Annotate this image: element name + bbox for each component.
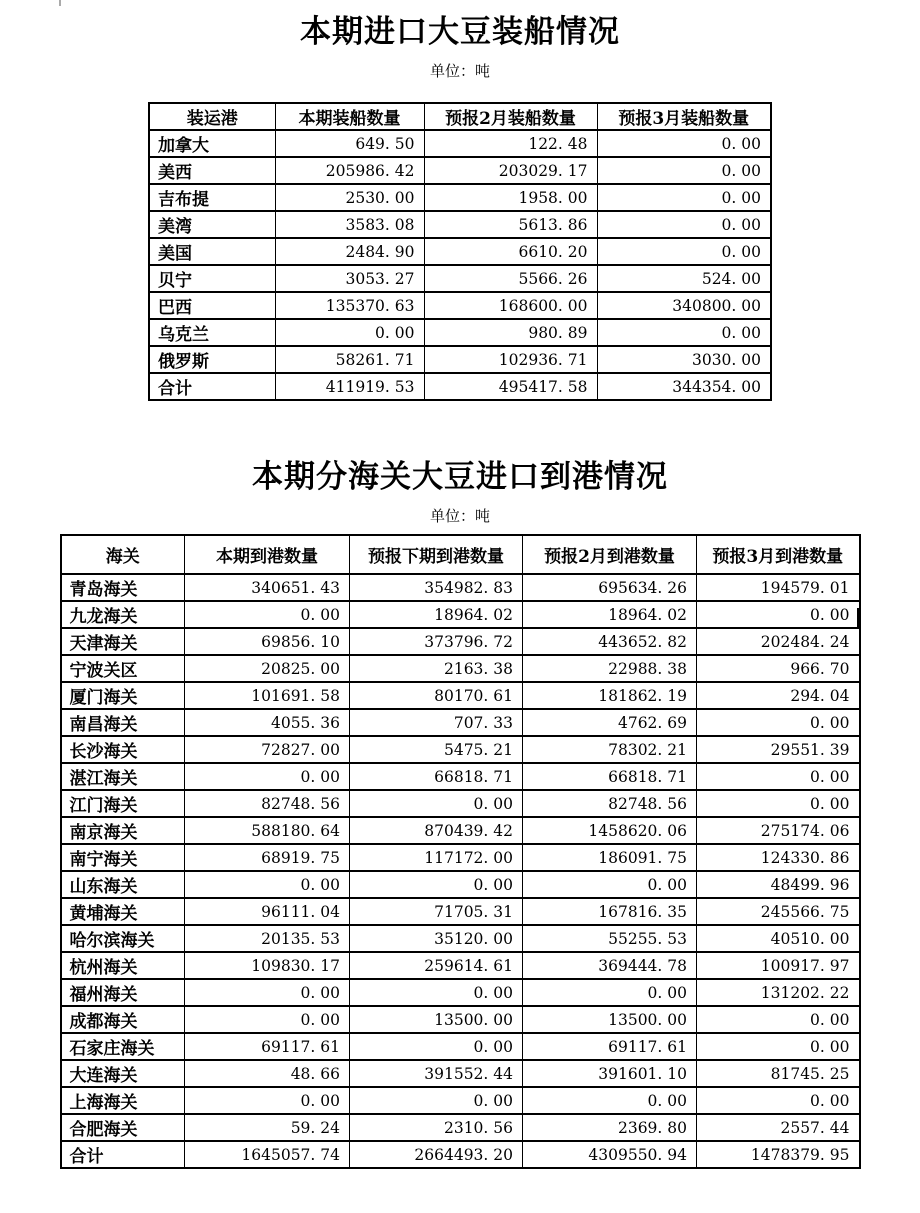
shipping-unit-label: 单位：吨 xyxy=(429,62,490,80)
value-cell: 980. 89 xyxy=(424,319,597,346)
value-cell: 443652. 82 xyxy=(523,628,697,655)
row-label: 厦门海关 xyxy=(61,682,185,709)
value-cell: 122. 48 xyxy=(424,130,597,157)
row-label: 杭州海关 xyxy=(61,952,185,979)
value-cell: 96111. 04 xyxy=(185,898,350,925)
data-row xyxy=(149,157,771,184)
data-row xyxy=(61,574,860,601)
value-cell: 35120. 00 xyxy=(350,925,523,952)
value-cell: 124330. 86 xyxy=(697,844,860,871)
value-cell: 59. 24 xyxy=(185,1114,350,1141)
value-cell: 0. 00 xyxy=(697,763,860,790)
value-cell: 966. 70 xyxy=(697,655,860,682)
value-cell: 0. 00 xyxy=(185,1087,350,1114)
data-row xyxy=(61,601,860,628)
value-cell: 0. 00 xyxy=(523,979,697,1006)
value-cell: 2369. 80 xyxy=(523,1114,697,1141)
row-label: 乌克兰 xyxy=(149,319,275,346)
value-cell: 1458620. 06 xyxy=(523,817,697,844)
value-cell: 100917. 97 xyxy=(697,952,860,979)
row-label: 成都海关 xyxy=(61,1006,185,1033)
value-cell: 391552. 44 xyxy=(350,1060,523,1087)
row-label: 合计 xyxy=(61,1141,185,1168)
cursor-tick-artifact xyxy=(59,0,61,6)
data-row xyxy=(149,211,771,238)
data-row xyxy=(61,979,860,1006)
value-cell: 3053. 27 xyxy=(275,265,424,292)
data-row xyxy=(61,1114,860,1141)
row-label: 巴西 xyxy=(149,292,275,319)
value-cell: 82748. 56 xyxy=(185,790,350,817)
row-label: 天津海关 xyxy=(61,628,185,655)
column-header: 本期到港数量 xyxy=(185,535,350,574)
value-cell: 2557. 44 xyxy=(697,1114,860,1141)
value-cell: 0. 00 xyxy=(350,979,523,1006)
row-label: 山东海关 xyxy=(61,871,185,898)
shipping-table xyxy=(148,102,772,401)
value-cell: 0. 00 xyxy=(597,184,771,211)
value-cell: 5613. 86 xyxy=(424,211,597,238)
value-cell: 48499. 96 xyxy=(697,871,860,898)
row-label: 美湾 xyxy=(149,211,275,238)
row-label: 石家庄海关 xyxy=(61,1033,185,1060)
data-row xyxy=(61,682,860,709)
value-cell: 0. 00 xyxy=(597,130,771,157)
data-row xyxy=(61,817,860,844)
customs-table-body xyxy=(61,574,860,1168)
shipping-section-title: 本期进口大豆装船情况 xyxy=(300,14,620,50)
row-label: 长沙海关 xyxy=(61,736,185,763)
row-label: 哈尔滨海关 xyxy=(61,925,185,952)
data-row xyxy=(61,844,860,871)
data-row xyxy=(61,1087,860,1114)
column-header: 预报3月到港数量 xyxy=(697,535,860,574)
value-cell: 13500. 00 xyxy=(350,1006,523,1033)
value-cell: 340800. 00 xyxy=(597,292,771,319)
value-cell: 870439. 42 xyxy=(350,817,523,844)
total-row xyxy=(61,1141,860,1168)
column-header: 预报3月装船数量 xyxy=(597,103,771,130)
value-cell: 186091. 75 xyxy=(523,844,697,871)
value-cell: 588180. 64 xyxy=(185,817,350,844)
row-label: 俄罗斯 xyxy=(149,346,275,373)
data-row xyxy=(61,871,860,898)
customs-section-title: 本期分海关大豆进口到港情况 xyxy=(252,459,668,495)
row-label: 贝宁 xyxy=(149,265,275,292)
row-label: 合计 xyxy=(149,373,275,400)
value-cell: 0. 00 xyxy=(597,211,771,238)
value-cell: 1645057. 74 xyxy=(185,1141,350,1168)
column-header: 预报2月到港数量 xyxy=(523,535,697,574)
value-cell: 29551. 39 xyxy=(697,736,860,763)
value-cell: 0. 00 xyxy=(597,157,771,184)
value-cell: 168600. 00 xyxy=(424,292,597,319)
value-cell: 369444. 78 xyxy=(523,952,697,979)
customs-table-header-row xyxy=(61,535,860,574)
value-cell: 13500. 00 xyxy=(523,1006,697,1033)
value-cell: 22988. 38 xyxy=(523,655,697,682)
value-cell: 294. 04 xyxy=(697,682,860,709)
data-row xyxy=(61,655,860,682)
customs-table xyxy=(60,534,861,1169)
value-cell: 0. 00 xyxy=(597,238,771,265)
value-cell: 0. 00 xyxy=(697,601,860,628)
value-cell: 259614. 61 xyxy=(350,952,523,979)
value-cell: 0. 00 xyxy=(523,871,697,898)
row-label: 美国 xyxy=(149,238,275,265)
value-cell: 495417. 58 xyxy=(424,373,597,400)
row-label: 江门海关 xyxy=(61,790,185,817)
value-cell: 2310. 56 xyxy=(350,1114,523,1141)
value-cell: 0. 00 xyxy=(523,1087,697,1114)
value-cell: 117172. 00 xyxy=(350,844,523,871)
row-label: 吉布提 xyxy=(149,184,275,211)
value-cell: 69117. 61 xyxy=(185,1033,350,1060)
value-cell: 131202. 22 xyxy=(697,979,860,1006)
value-cell: 0. 00 xyxy=(697,709,860,736)
data-row xyxy=(61,1060,860,1087)
data-row xyxy=(61,925,860,952)
value-cell: 20825. 00 xyxy=(185,655,350,682)
data-row xyxy=(149,265,771,292)
row-label: 加拿大 xyxy=(149,130,275,157)
value-cell: 40510. 00 xyxy=(697,925,860,952)
value-cell: 203029. 17 xyxy=(424,157,597,184)
row-label: 大连海关 xyxy=(61,1060,185,1087)
value-cell: 0. 00 xyxy=(185,601,350,628)
row-label: 上海海关 xyxy=(61,1087,185,1114)
value-cell: 373796. 72 xyxy=(350,628,523,655)
value-cell: 245566. 75 xyxy=(697,898,860,925)
value-cell: 69856. 10 xyxy=(185,628,350,655)
value-cell: 3030. 00 xyxy=(597,346,771,373)
column-header: 本期装船数量 xyxy=(275,103,424,130)
value-cell: 0. 00 xyxy=(597,319,771,346)
value-cell: 167816. 35 xyxy=(523,898,697,925)
row-label: 合肥海关 xyxy=(61,1114,185,1141)
row-label: 宁波关区 xyxy=(61,655,185,682)
customs-unit-label: 单位：吨 xyxy=(429,507,490,525)
value-cell: 0. 00 xyxy=(350,871,523,898)
value-cell: 18964. 02 xyxy=(350,601,523,628)
value-cell: 5475. 21 xyxy=(350,736,523,763)
value-cell: 135370. 63 xyxy=(275,292,424,319)
value-cell: 340651. 43 xyxy=(185,574,350,601)
value-cell: 205986. 42 xyxy=(275,157,424,184)
value-cell: 0. 00 xyxy=(185,763,350,790)
data-row xyxy=(149,130,771,157)
value-cell: 80170. 61 xyxy=(350,682,523,709)
value-cell: 344354. 00 xyxy=(597,373,771,400)
value-cell: 78302. 21 xyxy=(523,736,697,763)
value-cell: 1958. 00 xyxy=(424,184,597,211)
row-label: 南京海关 xyxy=(61,817,185,844)
row-label: 黄埔海关 xyxy=(61,898,185,925)
value-cell: 71705. 31 xyxy=(350,898,523,925)
value-cell: 194579. 01 xyxy=(697,574,860,601)
value-cell: 2664493. 20 xyxy=(350,1141,523,1168)
column-header: 预报下期到港数量 xyxy=(350,535,523,574)
data-row xyxy=(149,238,771,265)
value-cell: 2484. 90 xyxy=(275,238,424,265)
value-cell: 5566. 26 xyxy=(424,265,597,292)
value-cell: 4762. 69 xyxy=(523,709,697,736)
value-cell: 55255. 53 xyxy=(523,925,697,952)
data-row xyxy=(61,952,860,979)
value-cell: 0. 00 xyxy=(185,979,350,1006)
value-cell: 202484. 24 xyxy=(697,628,860,655)
value-cell: 354982. 83 xyxy=(350,574,523,601)
value-cell: 72827. 00 xyxy=(185,736,350,763)
data-row xyxy=(61,790,860,817)
data-row xyxy=(149,292,771,319)
value-cell: 48. 66 xyxy=(185,1060,350,1087)
value-cell: 0. 00 xyxy=(185,871,350,898)
column-header: 海关 xyxy=(61,535,185,574)
row-label: 南宁海关 xyxy=(61,844,185,871)
column-header: 预报2月装船数量 xyxy=(424,103,597,130)
value-cell: 3583. 08 xyxy=(275,211,424,238)
value-cell: 0. 00 xyxy=(697,1087,860,1114)
value-cell: 58261. 71 xyxy=(275,346,424,373)
value-cell: 0. 00 xyxy=(697,1033,860,1060)
value-cell: 0. 00 xyxy=(350,1033,523,1060)
value-cell: 66818. 71 xyxy=(523,763,697,790)
value-cell: 102936. 71 xyxy=(424,346,597,373)
total-row xyxy=(149,373,771,400)
data-row xyxy=(149,346,771,373)
row-label: 福州海关 xyxy=(61,979,185,1006)
data-row xyxy=(61,898,860,925)
value-cell: 181862. 19 xyxy=(523,682,697,709)
value-cell: 81745. 25 xyxy=(697,1060,860,1087)
data-row xyxy=(61,763,860,790)
data-row xyxy=(61,628,860,655)
value-cell: 0. 00 xyxy=(697,1006,860,1033)
data-row xyxy=(61,709,860,736)
value-cell: 82748. 56 xyxy=(523,790,697,817)
value-cell: 1478379. 95 xyxy=(697,1141,860,1168)
value-cell: 66818. 71 xyxy=(350,763,523,790)
row-label: 美西 xyxy=(149,157,275,184)
data-row xyxy=(149,319,771,346)
shipping-table-header-row xyxy=(149,103,771,130)
value-cell: 707. 33 xyxy=(350,709,523,736)
data-row xyxy=(61,736,860,763)
value-cell: 695634. 26 xyxy=(523,574,697,601)
value-cell: 101691. 58 xyxy=(185,682,350,709)
row-label: 湛江海关 xyxy=(61,763,185,790)
row-label: 九龙海关 xyxy=(61,601,185,628)
value-cell: 68919. 75 xyxy=(185,844,350,871)
value-cell: 0. 00 xyxy=(697,790,860,817)
value-cell: 20135. 53 xyxy=(185,925,350,952)
value-cell: 524. 00 xyxy=(597,265,771,292)
value-cell: 6610. 20 xyxy=(424,238,597,265)
value-cell: 109830. 17 xyxy=(185,952,350,979)
data-row xyxy=(149,184,771,211)
value-cell: 0. 00 xyxy=(350,790,523,817)
value-cell: 69117. 61 xyxy=(523,1033,697,1060)
value-cell: 391601. 10 xyxy=(523,1060,697,1087)
value-cell: 0. 00 xyxy=(185,1006,350,1033)
value-cell: 4309550. 94 xyxy=(523,1141,697,1168)
value-cell: 18964. 02 xyxy=(523,601,697,628)
row-label: 南昌海关 xyxy=(61,709,185,736)
shipping-table-body xyxy=(149,130,771,400)
value-cell: 411919. 53 xyxy=(275,373,424,400)
column-header: 装运港 xyxy=(149,103,275,130)
value-cell: 275174. 06 xyxy=(697,817,860,844)
value-cell: 0. 00 xyxy=(350,1087,523,1114)
value-cell: 4055. 36 xyxy=(185,709,350,736)
value-cell: 2163. 38 xyxy=(350,655,523,682)
data-row xyxy=(61,1033,860,1060)
data-row xyxy=(61,1006,860,1033)
value-cell: 649. 50 xyxy=(275,130,424,157)
text-cursor-artifact xyxy=(857,608,861,627)
value-cell: 0. 00 xyxy=(275,319,424,346)
row-label: 青岛海关 xyxy=(61,574,185,601)
value-cell: 2530. 00 xyxy=(275,184,424,211)
